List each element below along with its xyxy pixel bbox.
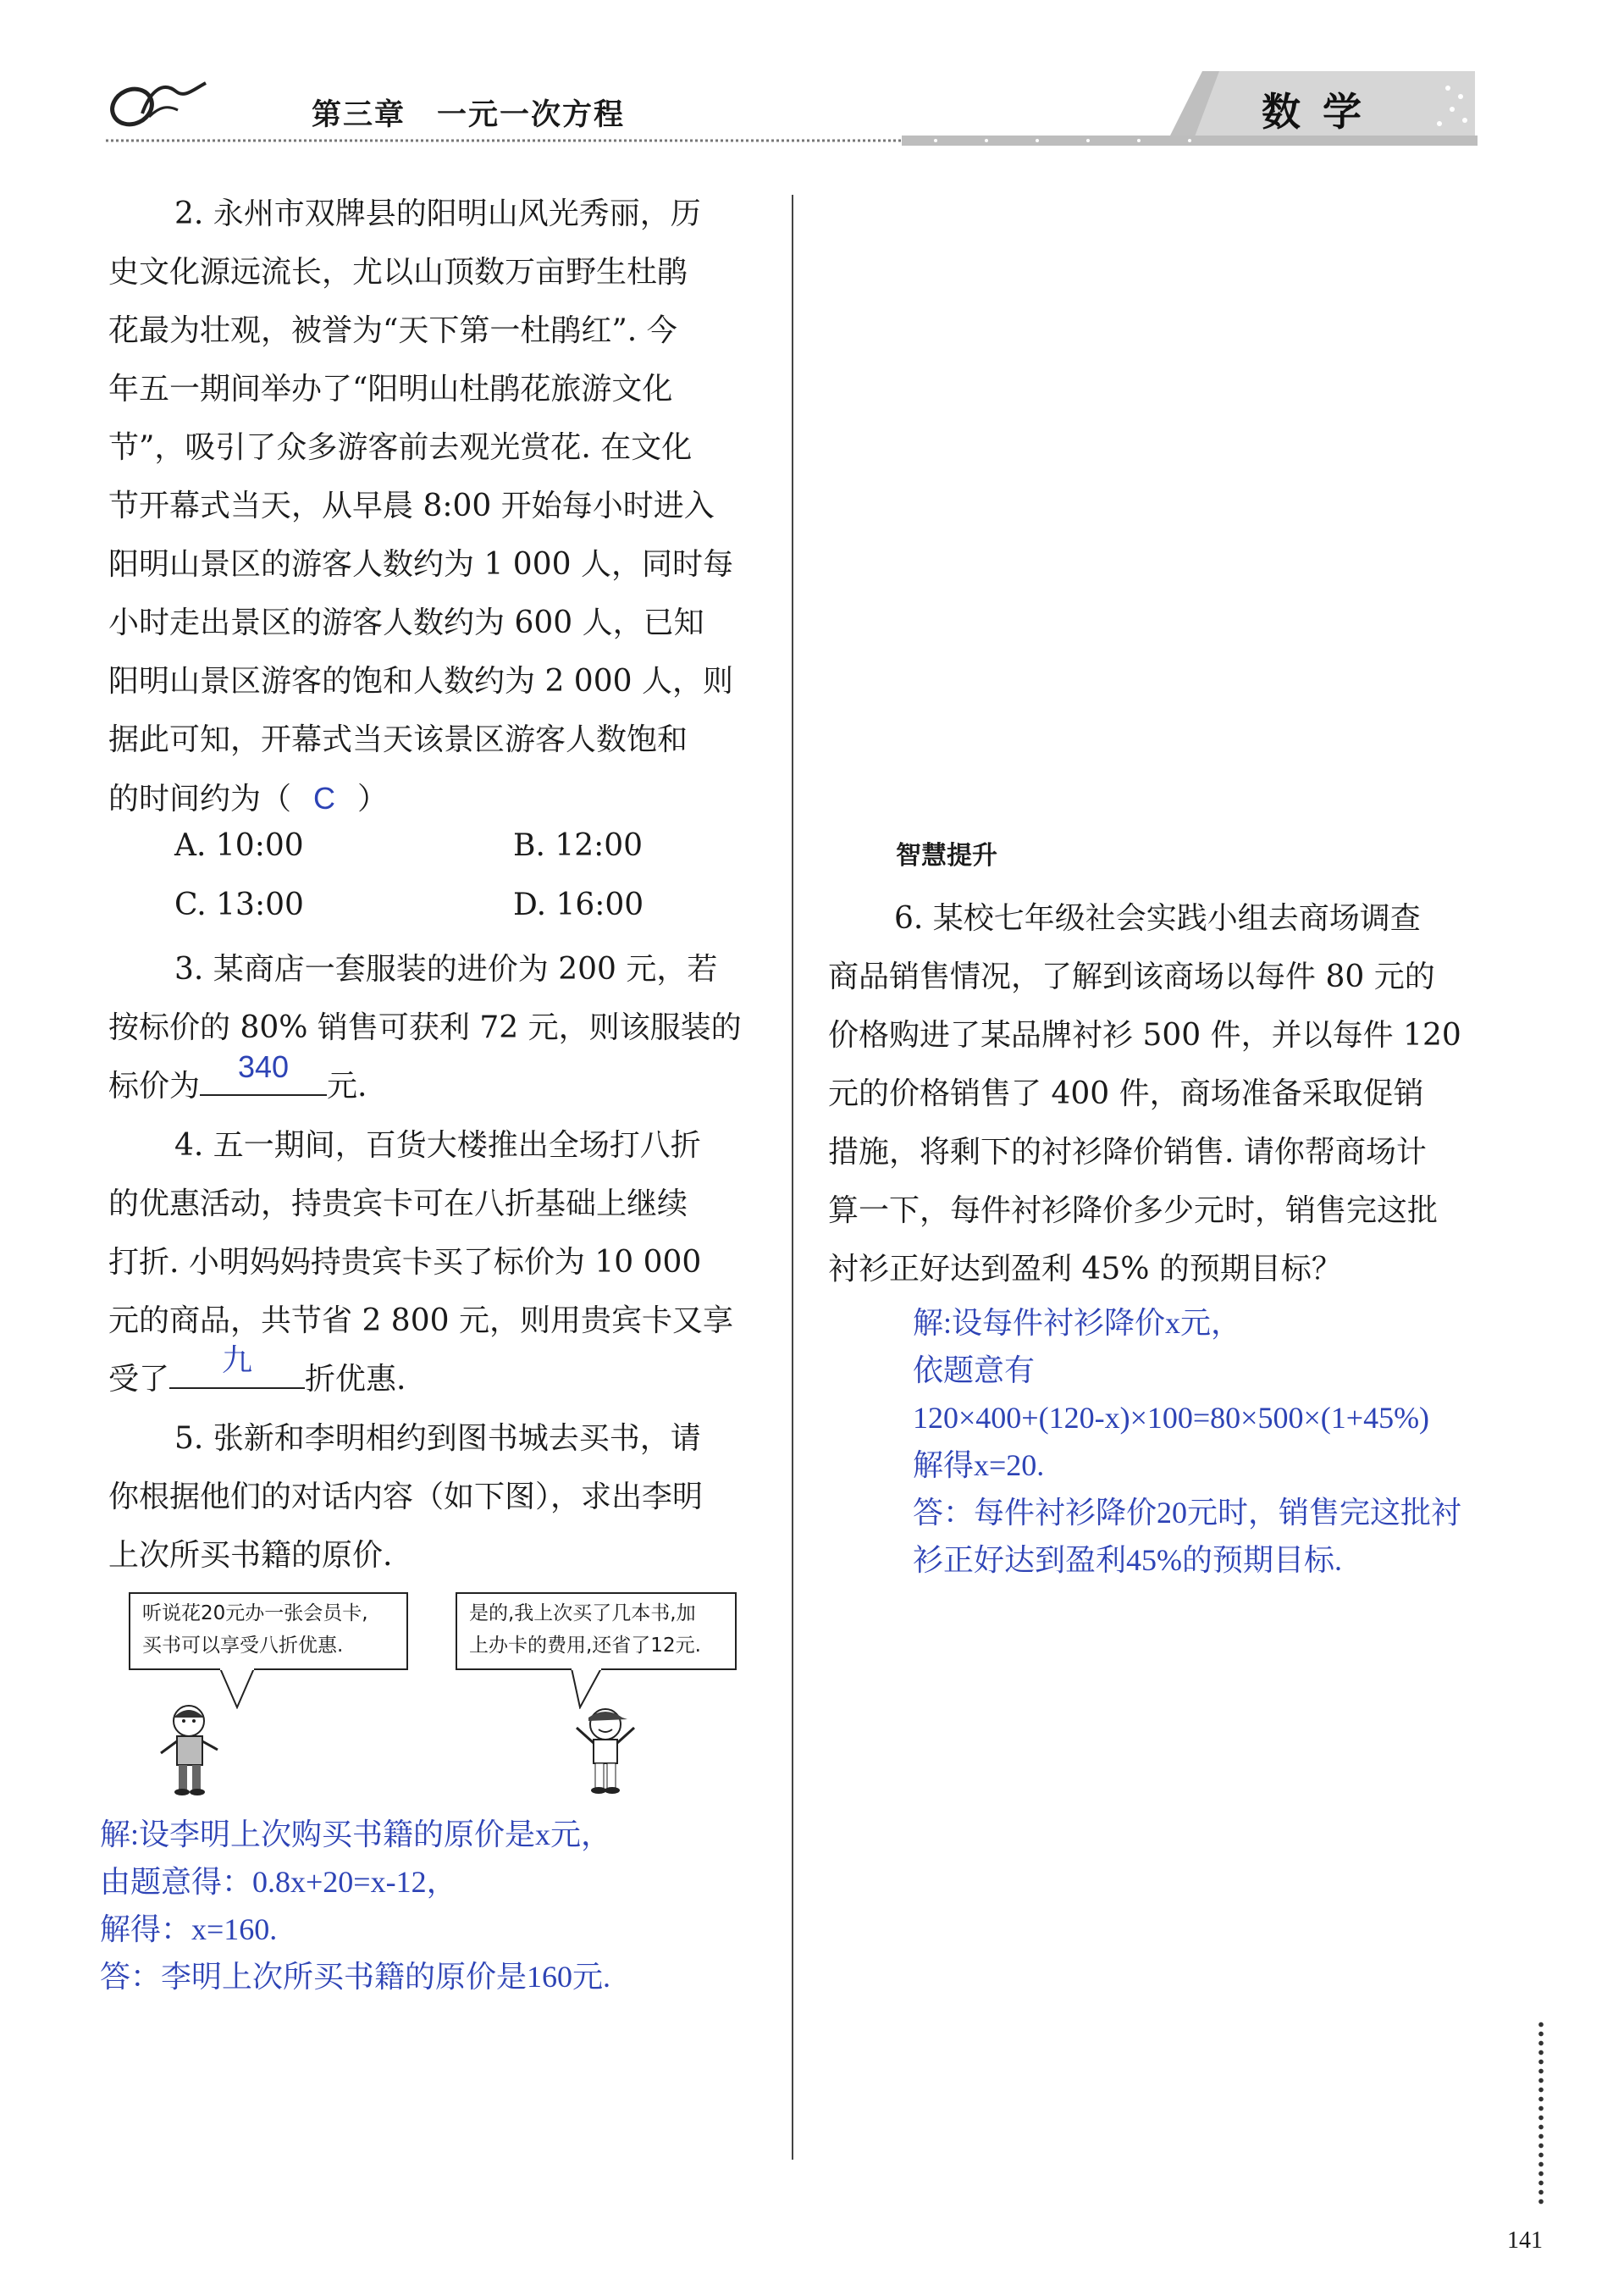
q2-line: 节”，吸引了众多游客前去观光赏花. 在文化 bbox=[108, 430, 693, 465]
solution-line: 解得x=20. bbox=[913, 1448, 1045, 1482]
bubble-right-line: 上办卡的费用,还省了12元. bbox=[469, 1635, 701, 1657]
q2-option-d: D. 16:00 bbox=[513, 888, 644, 922]
q4-line: 4. 五一期间，百货大楼推出全场打八折 bbox=[174, 1128, 701, 1163]
column-divider bbox=[792, 195, 793, 2160]
question-3 bbox=[108, 940, 760, 1115]
q2-option-c: C. 13:00 bbox=[174, 888, 304, 922]
solution-line: 解得：x=160. bbox=[100, 1912, 278, 1946]
q6-line: 衬衫正好达到盈利 45% 的预期目标？ bbox=[828, 1252, 1342, 1286]
q4-line: 元的商品，共节省 2 800 元，则用贵宾卡又享 bbox=[108, 1303, 733, 1338]
q4-prefix: 受了 bbox=[108, 1362, 170, 1397]
solution-line: 由题意得：0.8x+20=x-12， bbox=[100, 1865, 457, 1899]
q2-answer: C bbox=[313, 781, 336, 816]
q3-suffix: 元. bbox=[327, 1069, 367, 1104]
q4-line bbox=[108, 1342, 760, 1408]
question-6 bbox=[828, 889, 1480, 1298]
page-number: 141 bbox=[1507, 2227, 1543, 2254]
q4-line: 的优惠活动，持贵宾卡可在八折基础上继续 bbox=[108, 1187, 688, 1221]
question-2 bbox=[108, 185, 760, 828]
cartoon-boy-zhangxin-icon bbox=[140, 1702, 241, 1795]
q5-line: 5. 张新和李明相约到图书城去买书，请 bbox=[174, 1421, 701, 1456]
section-title: 智慧提升 bbox=[896, 841, 997, 871]
q2-line: 花最为壮观，被誉为“天下第一杜鹃红”. 今 bbox=[108, 313, 677, 348]
q6-line: 元的价格销售了 400 件，商场准备采取促销 bbox=[828, 1076, 1424, 1111]
q4-line: 打折. 小明妈妈持贵宾卡买了标价为 10 000 bbox=[108, 1245, 702, 1280]
q2-line: 小时走出景区的游客人数约为 600 人，已知 bbox=[108, 606, 704, 640]
q2-option-a: A. 10:00 bbox=[174, 828, 304, 863]
q4-suffix: 折优惠. bbox=[305, 1362, 406, 1397]
solution-line: 衫正好达到盈利45%的预期目标. bbox=[913, 1543, 1342, 1577]
chapter-logo-icon bbox=[100, 73, 210, 132]
bubble-left-line: 听说花20元办一张会员卡, bbox=[142, 1602, 368, 1624]
q2-line: 节开幕式当天，从早晨 8:00 开始每小时进入 bbox=[108, 489, 715, 523]
q2-line: 阳明山景区的游客人数约为 1 000 人，同时每 bbox=[108, 547, 733, 582]
bubble-right-line: 是的,我上次买了几本书,加 bbox=[469, 1602, 696, 1624]
q4-blank bbox=[169, 1342, 305, 1389]
q3-line bbox=[108, 1049, 760, 1115]
solution-line: 答：李明上次所买书籍的原价是160元. bbox=[100, 1960, 611, 1994]
q2-line: 据此可知，开幕式当天该景区游客人数饱和 bbox=[108, 722, 688, 757]
q6-line: 算一下，每件衬衫降价多少元时，销售完这批 bbox=[828, 1193, 1439, 1228]
q4-answer: 九 bbox=[222, 1342, 253, 1377]
solution-line: 依题意有 bbox=[913, 1353, 1036, 1387]
q5-line: 你根据他们的对话内容（如下图），求出李明 bbox=[108, 1480, 704, 1514]
q6-line: 价格购进了某品牌衬衫 500 件，并以每件 120 bbox=[828, 1018, 1461, 1053]
q6-solution bbox=[913, 1299, 1522, 1584]
q6-line: 商品销售情况，了解到该商场以每件 80 元的 bbox=[828, 960, 1435, 994]
q3-prefix: 标价为 bbox=[108, 1069, 201, 1104]
bubble-left-line: 买书可以享受八折优惠. bbox=[142, 1635, 344, 1657]
q5-line: 上次所买书籍的原价. bbox=[108, 1538, 393, 1573]
header-rule bbox=[106, 136, 1478, 146]
q2-line: 2. 永州市双牌县的阳明山风光秀丽，历 bbox=[174, 196, 701, 231]
q3-line: 3. 某商店一套服装的进价为 200 元，若 bbox=[174, 952, 718, 987]
solution-line: 120×400+(120-x)×100=80×500×(1+45%) bbox=[913, 1401, 1430, 1435]
page-dots-decoration bbox=[1538, 2020, 1544, 2206]
speech-bubble-liming bbox=[456, 1592, 737, 1670]
q3-blank bbox=[200, 1049, 327, 1096]
q2-line: 年五一期间举办了“阳明山杜鹃花旅游文化 bbox=[108, 372, 673, 407]
q6-line: 措施，将剩下的衬衫降价销售. 请你帮商场计 bbox=[828, 1135, 1427, 1170]
solution-line: 答：每件衬衫降价20元时，销售完这批衬 bbox=[913, 1496, 1462, 1530]
q2-last-prefix: 的时间约为（ bbox=[108, 782, 292, 816]
speech-bubble-zhangxin bbox=[129, 1592, 408, 1670]
q2-option-b: B. 12:00 bbox=[513, 828, 644, 863]
q3-answer: 340 bbox=[237, 1049, 290, 1084]
question-5 bbox=[108, 1409, 760, 1585]
q3-line: 按标价的 80% 销售可获利 72 元，则该服装的 bbox=[108, 1010, 742, 1045]
solution-line: 解:设李明上次购买书籍的原价是x元， bbox=[100, 1817, 612, 1851]
subject-label: 数学 bbox=[1262, 89, 1384, 135]
q2-line: 阳明山景区游客的饱和人数约为 2 000 人，则 bbox=[108, 664, 733, 699]
q2-line: 史文化源远流长，尤以山顶数万亩野生杜鹃 bbox=[108, 255, 688, 290]
cartoon-boy-liming-icon bbox=[555, 1702, 656, 1795]
q5-solution bbox=[100, 1811, 777, 2000]
q2-last-suffix: ） bbox=[357, 782, 389, 816]
question-4 bbox=[108, 1116, 760, 1408]
q2-last-line bbox=[108, 769, 760, 828]
chapter-title: 第三章 一元一次方程 bbox=[312, 98, 626, 132]
solution-line: 解:设每件衬衫降价x元， bbox=[913, 1306, 1242, 1340]
q6-line: 6. 某校七年级社会实践小组去商场调查 bbox=[894, 901, 1421, 936]
